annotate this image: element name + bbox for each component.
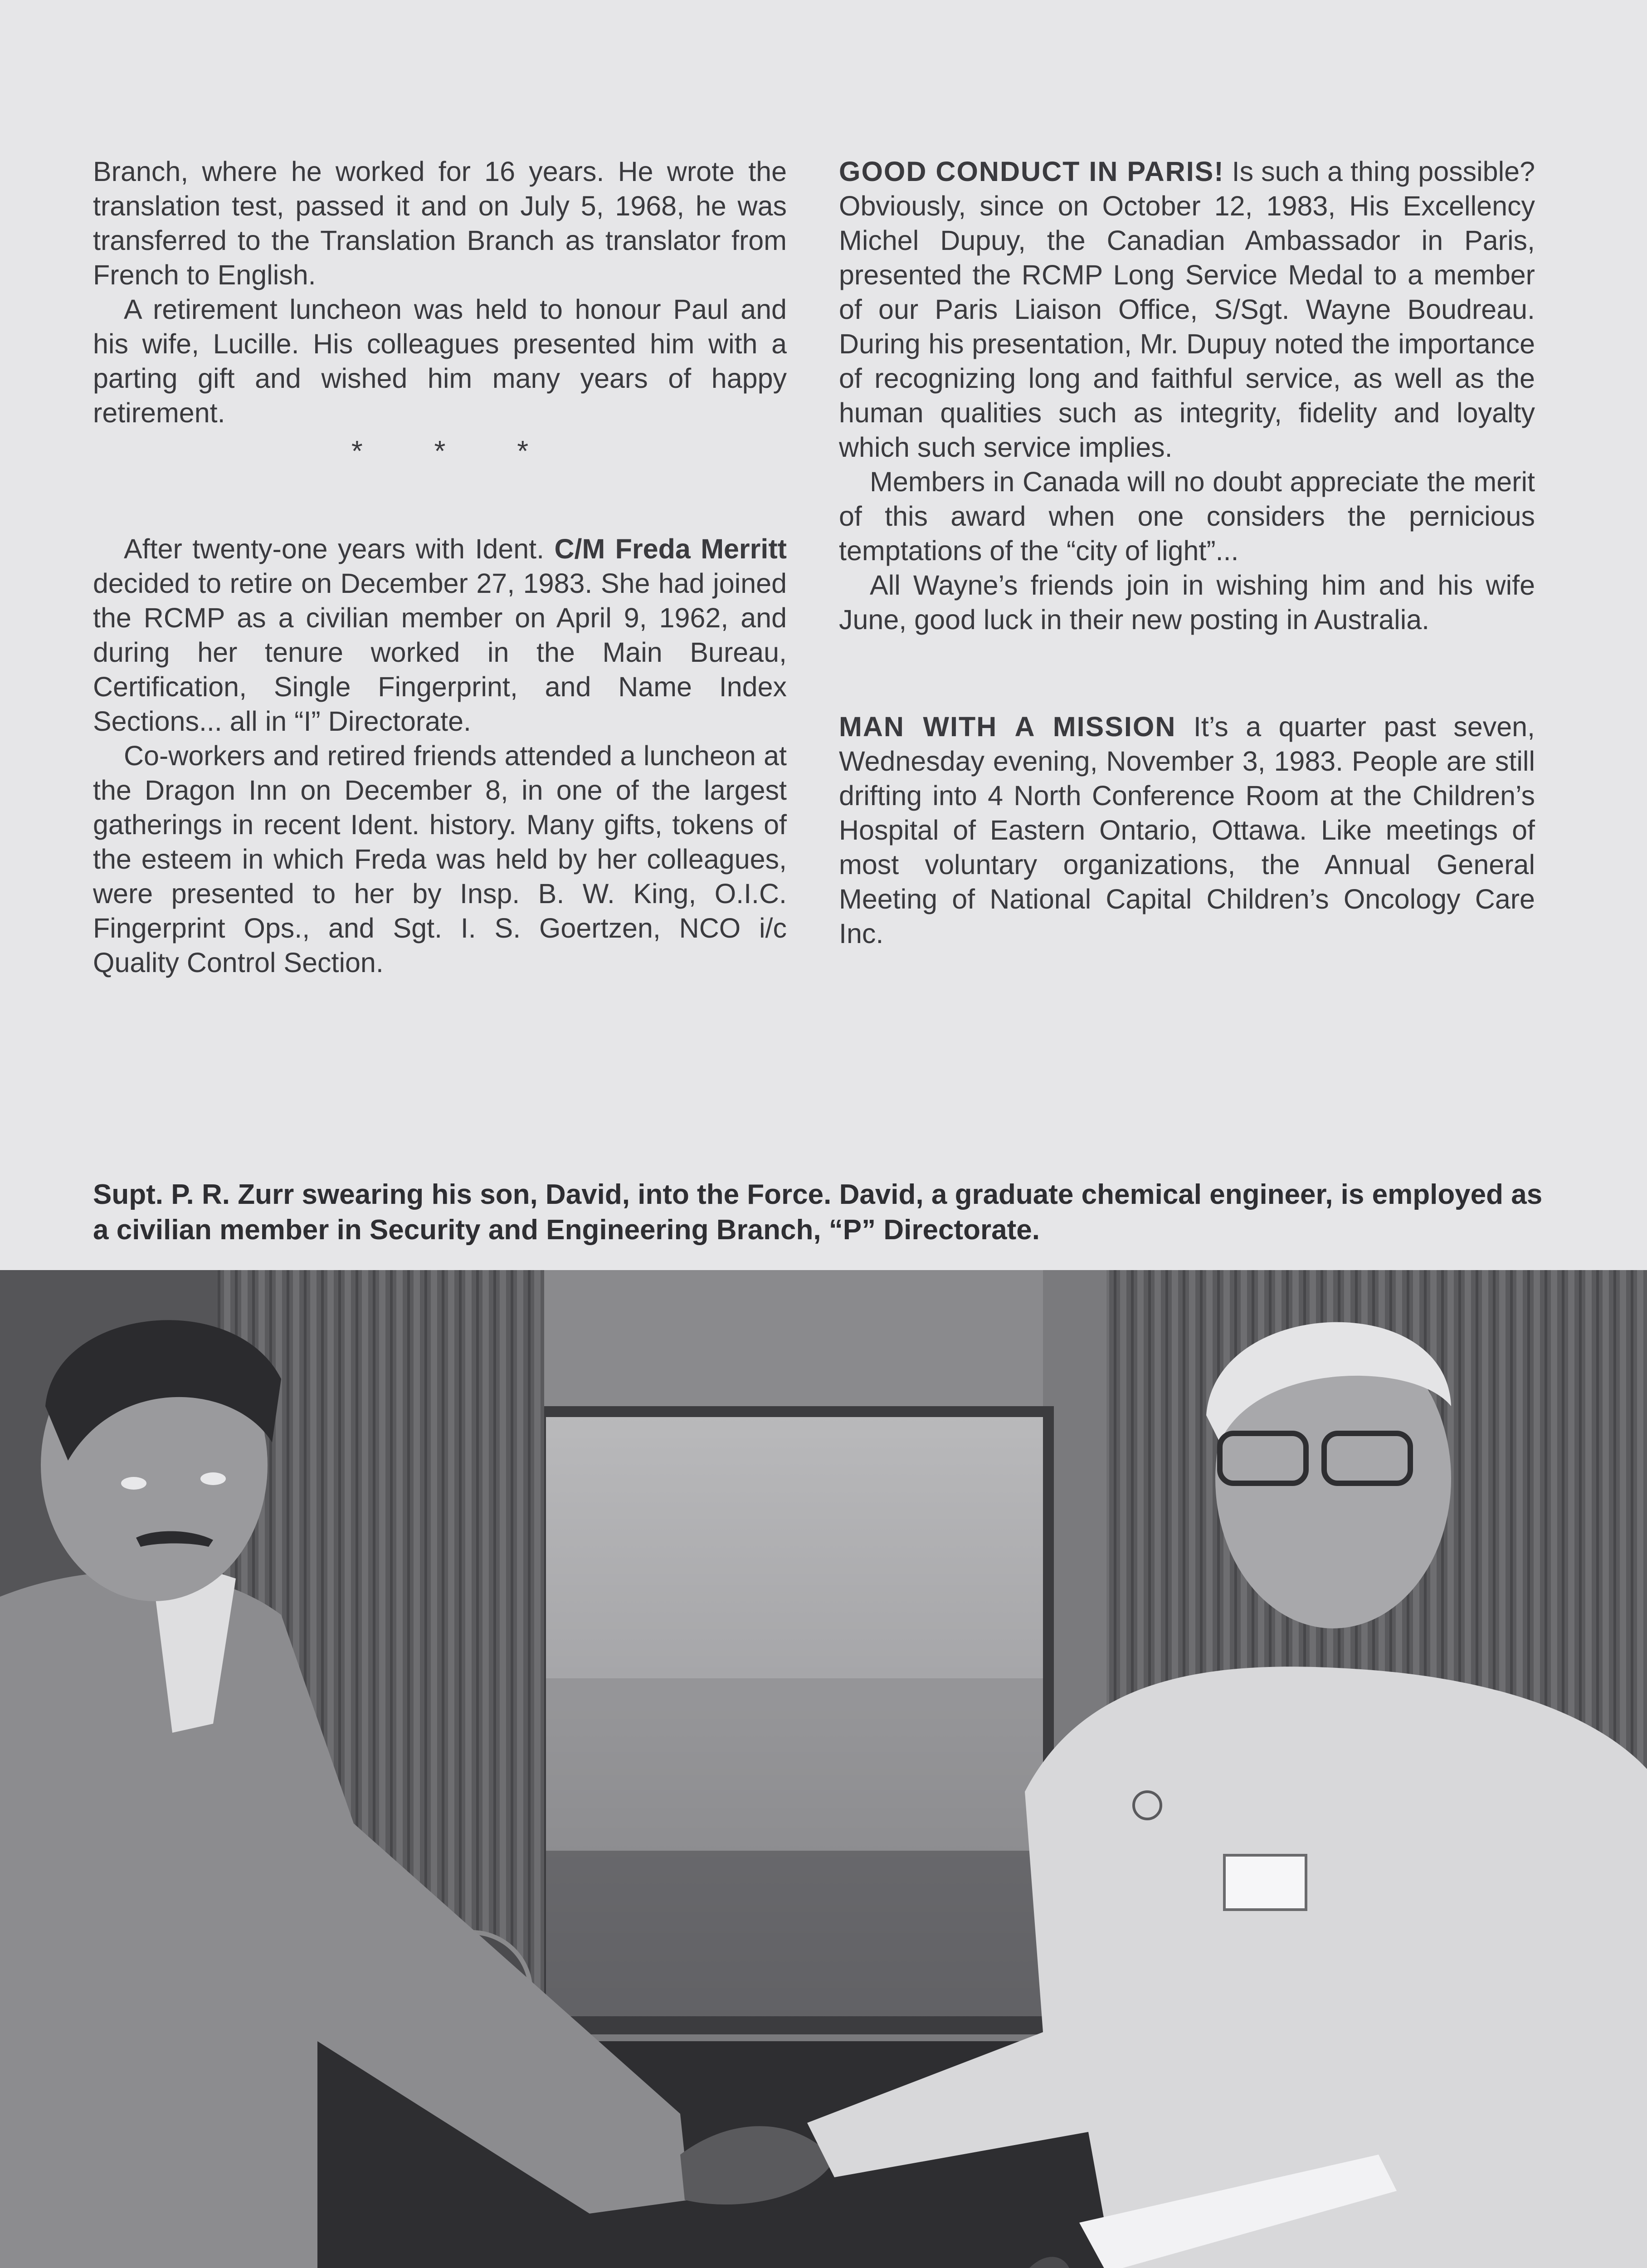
section-gap xyxy=(839,637,1535,709)
left-column xyxy=(93,154,787,980)
photo-illustration xyxy=(0,1270,1647,2268)
paragraph-translation-branch: Branch, where he worked for 16 years. He wrote the translation test, passed it and on July 5, 1968, he was transferred to the Translation Branch as translator from French to English. xyxy=(93,156,787,290)
text-after: decided to retire on December 27, 1983. She had joined the RCMP as a civilian member on April 9, 1962, and during her tenure worked in the Main Bureau, Certification, Single Fingerprint, and Name Index Sections... all in “I” Directorate. xyxy=(93,568,787,737)
paragraph-dragon-inn: Co-workers and retired friends attended a luncheon at the Dragon Inn on December 8, in one of the largest gatherings in recent Ident. history. Many gifts, tokens of the esteem in which Freda was held by her colleagues, were presented to her by Insp. B. W. King, O.I.C. Fingerprint Ops., and Sgt. I. S. Goertzen, NCO i/c Quality Control Section. xyxy=(93,740,787,978)
paragraph-wayne-friends: All Wayne’s friends join in wishing him and his wife June, good luck in their new posting in Australia. xyxy=(839,570,1535,635)
paragraph-members-canada: Members in Canada will no doubt appreciate the merit of this award when one considers the pernicious temptations of the “city of light”... xyxy=(839,466,1535,566)
text-man-with-mission: It’s a quarter past seven, Wednesday evening, November 3, 1983. People are still drifting into 4 North Conference Room at the Children’s Hospital of Eastern Ontario, Ottawa. Like meetings of most voluntary organizations, the Annual General Meeting of National Capital Children’s Oncology Care Inc. xyxy=(839,711,1535,949)
name-freda-merritt: C/M Freda Merritt xyxy=(554,533,787,564)
text-good-conduct: Is such a thing possible? Obviously, since on October 12, 1983, His Excellency Michel Dupuy, the Canadian Ambassador in Paris, presented the RCMP Long Service Medal to a member of our Paris Liaison Office, S/Sgt. Wayne Boudreau. During his presentation, Mr. Dupuy noted the importance of recognizing long and faithful service, as well as the human qualities such as integrity, fidelity and loyalty which such service implies. xyxy=(839,156,1535,463)
paragraph-good-conduct xyxy=(839,154,1535,464)
text-before: After twenty-one years with Ident. xyxy=(124,533,555,564)
section-separator: * * * xyxy=(351,435,560,467)
paragraph-man-with-mission xyxy=(839,709,1535,951)
photograph-swearing-in xyxy=(0,1270,1647,2268)
heading-good-conduct: GOOD CONDUCT IN PARIS! xyxy=(839,156,1224,187)
paragraph-freda-merritt xyxy=(93,532,787,738)
heading-man-with-mission: MAN WITH A MISSION xyxy=(839,711,1176,742)
right-column xyxy=(839,154,1535,951)
photo-caption: Supt. P. R. Zurr swearing his son, David, into the Force. David, a graduate chemical engineer, is employed as a civilian member in Security and Engineering Branch, “P” Directorate. xyxy=(93,1179,1543,1246)
paragraph-retirement-luncheon: A retirement luncheon was held to honour Paul and his wife, Lucille. His colleagues presented him with a parting gift and wished him many years of happy retirement. xyxy=(93,294,787,428)
